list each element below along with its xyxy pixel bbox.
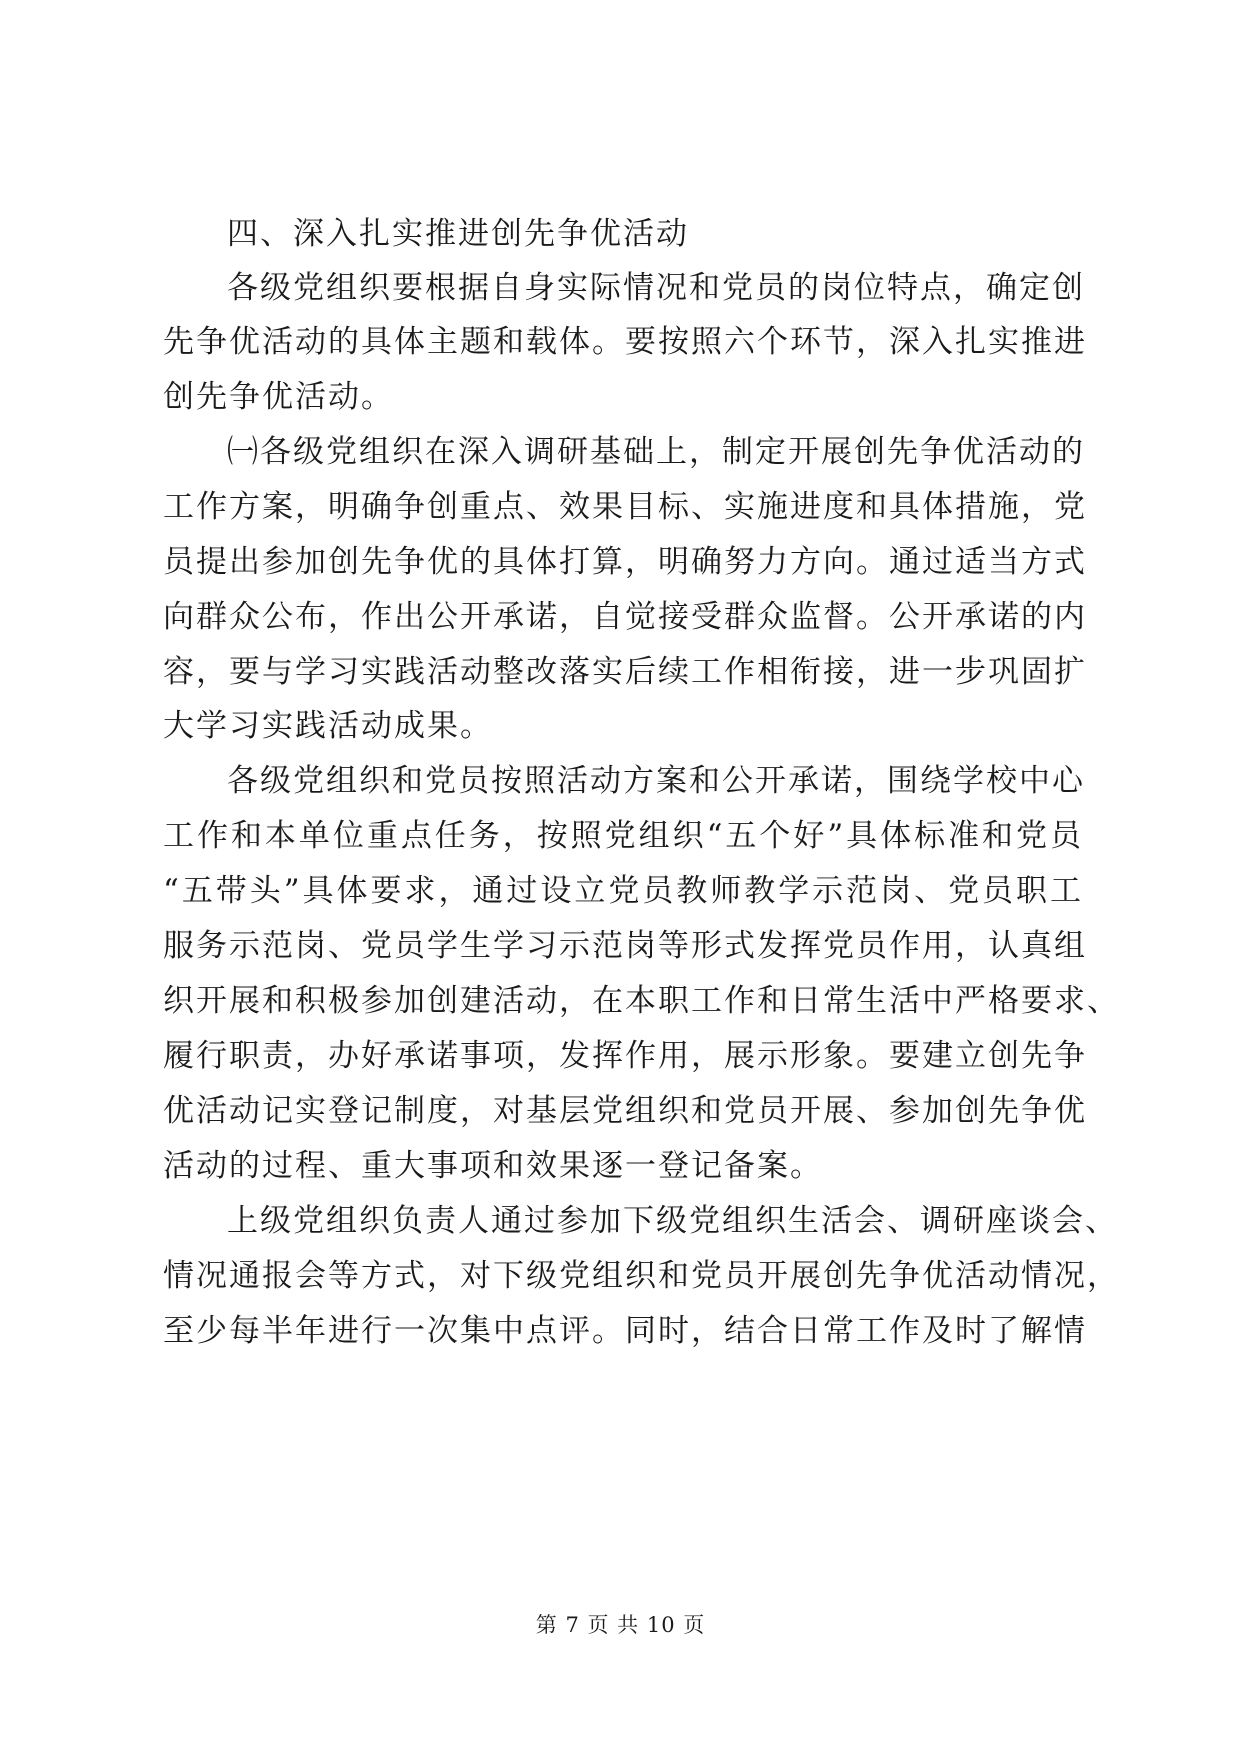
paragraph-line: 员提出参加创先争优的具体打算，明确努力方向。通过适当方式 (163, 544, 1087, 580)
paragraph-line: 创先争优活动。 (163, 379, 394, 415)
paragraph-line: 织开展和积极参加创建活动，在本职工作和日常生活中严格要求、 (163, 983, 1120, 1019)
paragraph-line: 上级党组织负责人通过参加下级党组织生活会、调研座谈会、 (227, 1203, 1118, 1239)
page-number-footer: 第 7 页 共 10 页 (535, 1613, 706, 1637)
paragraph-line: 工作和本单位重点任务，按照党组织“五个好”具体标准和党员 (163, 818, 1083, 854)
paragraph-line: “五带头”具体要求，通过设立党员教师教学示范岗、党员职工 (163, 873, 1083, 909)
paragraph-line: 至少每半年进行一次集中点评。同时，结合日常工作及时了解情 (163, 1313, 1087, 1349)
paragraph-line: 向群众公布，作出公开承诺，自觉接受群众监督。公开承诺的内 (163, 599, 1087, 635)
paragraph-line: 服务示范岗、党员学生学习示范岗等形式发挥党员作用，认真组 (163, 928, 1087, 964)
paragraph-line: 活动的过程、重大事项和效果逐一登记备案。 (163, 1148, 823, 1184)
section-heading: 四、深入扎实推进创先争优活动 (227, 216, 689, 252)
paragraph-line: 各级党组织和党员按照活动方案和公开承诺，围绕学校中心 (227, 763, 1085, 799)
paragraph-line: 大学习实践活动成果。 (163, 708, 493, 744)
paragraph-line: 先争优活动的具体主题和载体。要按照六个环节，深入扎实推进 (163, 324, 1087, 360)
paragraph-line: 情况通报会等方式，对下级党组织和党员开展创先争优活动情况， (163, 1258, 1120, 1294)
paragraph-line: 工作方案，明确争创重点、效果目标、实施进度和具体措施，党 (163, 489, 1087, 525)
paragraph-line: 容，要与学习实践活动整改落实后续工作相衔接，进一步巩固扩 (163, 654, 1087, 690)
paragraph-line: ㈠各级党组织在深入调研基础上，制定开展创先争优活动的 (227, 434, 1085, 470)
paragraph-line: 各级党组织要根据自身实际情况和党员的岗位特点，确定创 (227, 270, 1085, 306)
paragraph-line: 履行职责，办好承诺事项，发挥作用，展示形象。要建立创先争 (163, 1038, 1087, 1074)
paragraph-line: 优活动记实登记制度，对基层党组织和党员开展、参加创先争优 (163, 1093, 1087, 1129)
